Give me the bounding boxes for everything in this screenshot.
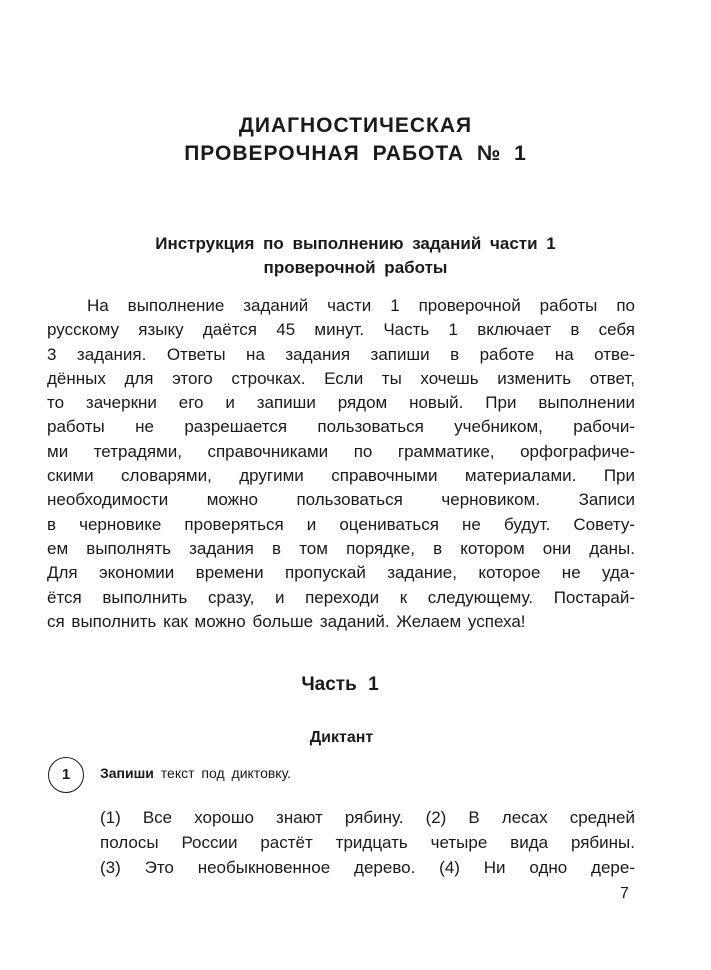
- instructions-line: необходимости можно пользоваться черновиком. Записи: [47, 490, 635, 510]
- instructions-line: 3 задания. Ответы на задания запиши в работе на отве-: [47, 344, 635, 364]
- instructions-line: скими словарями, другими справочными материалами. При: [47, 466, 635, 486]
- page-title-line-1: ДИАГНОСТИЧЕСКАЯ: [238, 114, 473, 137]
- instructions-line: русскому языку даётся 45 минут. Часть 1 включает в себя: [47, 320, 635, 340]
- page-title-line-2: ПРОВЕРОЧНАЯ РАБОТА № 1: [184, 142, 527, 165]
- part-heading: Часть 1: [301, 674, 379, 695]
- task-number-badge: 1: [48, 757, 84, 793]
- instructions-line: Для экономии времени пропускай задание, которое не уда-: [47, 563, 635, 583]
- dictation-text: [100, 805, 635, 880]
- dictation-line: (3) Это необыкновенное дерево. (4) Ни одно дере-: [100, 858, 635, 877]
- task-instruction-verb: Запиши: [100, 765, 154, 781]
- instructions-line: На выполнение заданий части 1 проверочной работы по: [87, 296, 635, 315]
- instructions-line: работы не разрешается пользоваться учебником, рабочи-: [47, 417, 635, 437]
- instructions-line: ми тетрадями, справочниками по грамматике, орфографиче-: [47, 441, 635, 461]
- instructions-heading: [0, 232, 711, 280]
- instructions-line: то зачеркни его и запиши рядом новый. При выполнении: [47, 393, 635, 413]
- page-title: [0, 112, 711, 168]
- page-number: 7: [620, 885, 629, 902]
- instructions-line: ся выполнить как можно больше заданий. Желаем успеха!: [47, 611, 526, 631]
- dictation-line: полосы России растёт тридцать четыре вида рябины.: [100, 833, 635, 852]
- instructions-heading-line-1: Инструкция по выполнению заданий части 1: [155, 234, 556, 253]
- instructions-line: дённых для этого строчках. Если ты хочешь изменить ответ,: [47, 368, 635, 388]
- instructions-line: ем выполнять задания в том порядке, в котором они даны.: [47, 538, 635, 558]
- task-instruction: [100, 765, 291, 781]
- instructions-line: в черновике проверяться и оцениваться не будут. Совету-: [47, 514, 635, 534]
- instructions-line: ётся выполнить сразу, и переходи к следующему. Постарай-: [47, 587, 635, 607]
- task-instruction-text: текст под диктовку.: [153, 765, 292, 781]
- instructions-text: [47, 294, 635, 634]
- dictation-line: (1) Все хорошо знают рябину. (2) В лесах средней: [100, 808, 635, 827]
- section-heading: Диктант: [309, 729, 374, 746]
- instructions-heading-line-2: проверочной работы: [263, 258, 448, 277]
